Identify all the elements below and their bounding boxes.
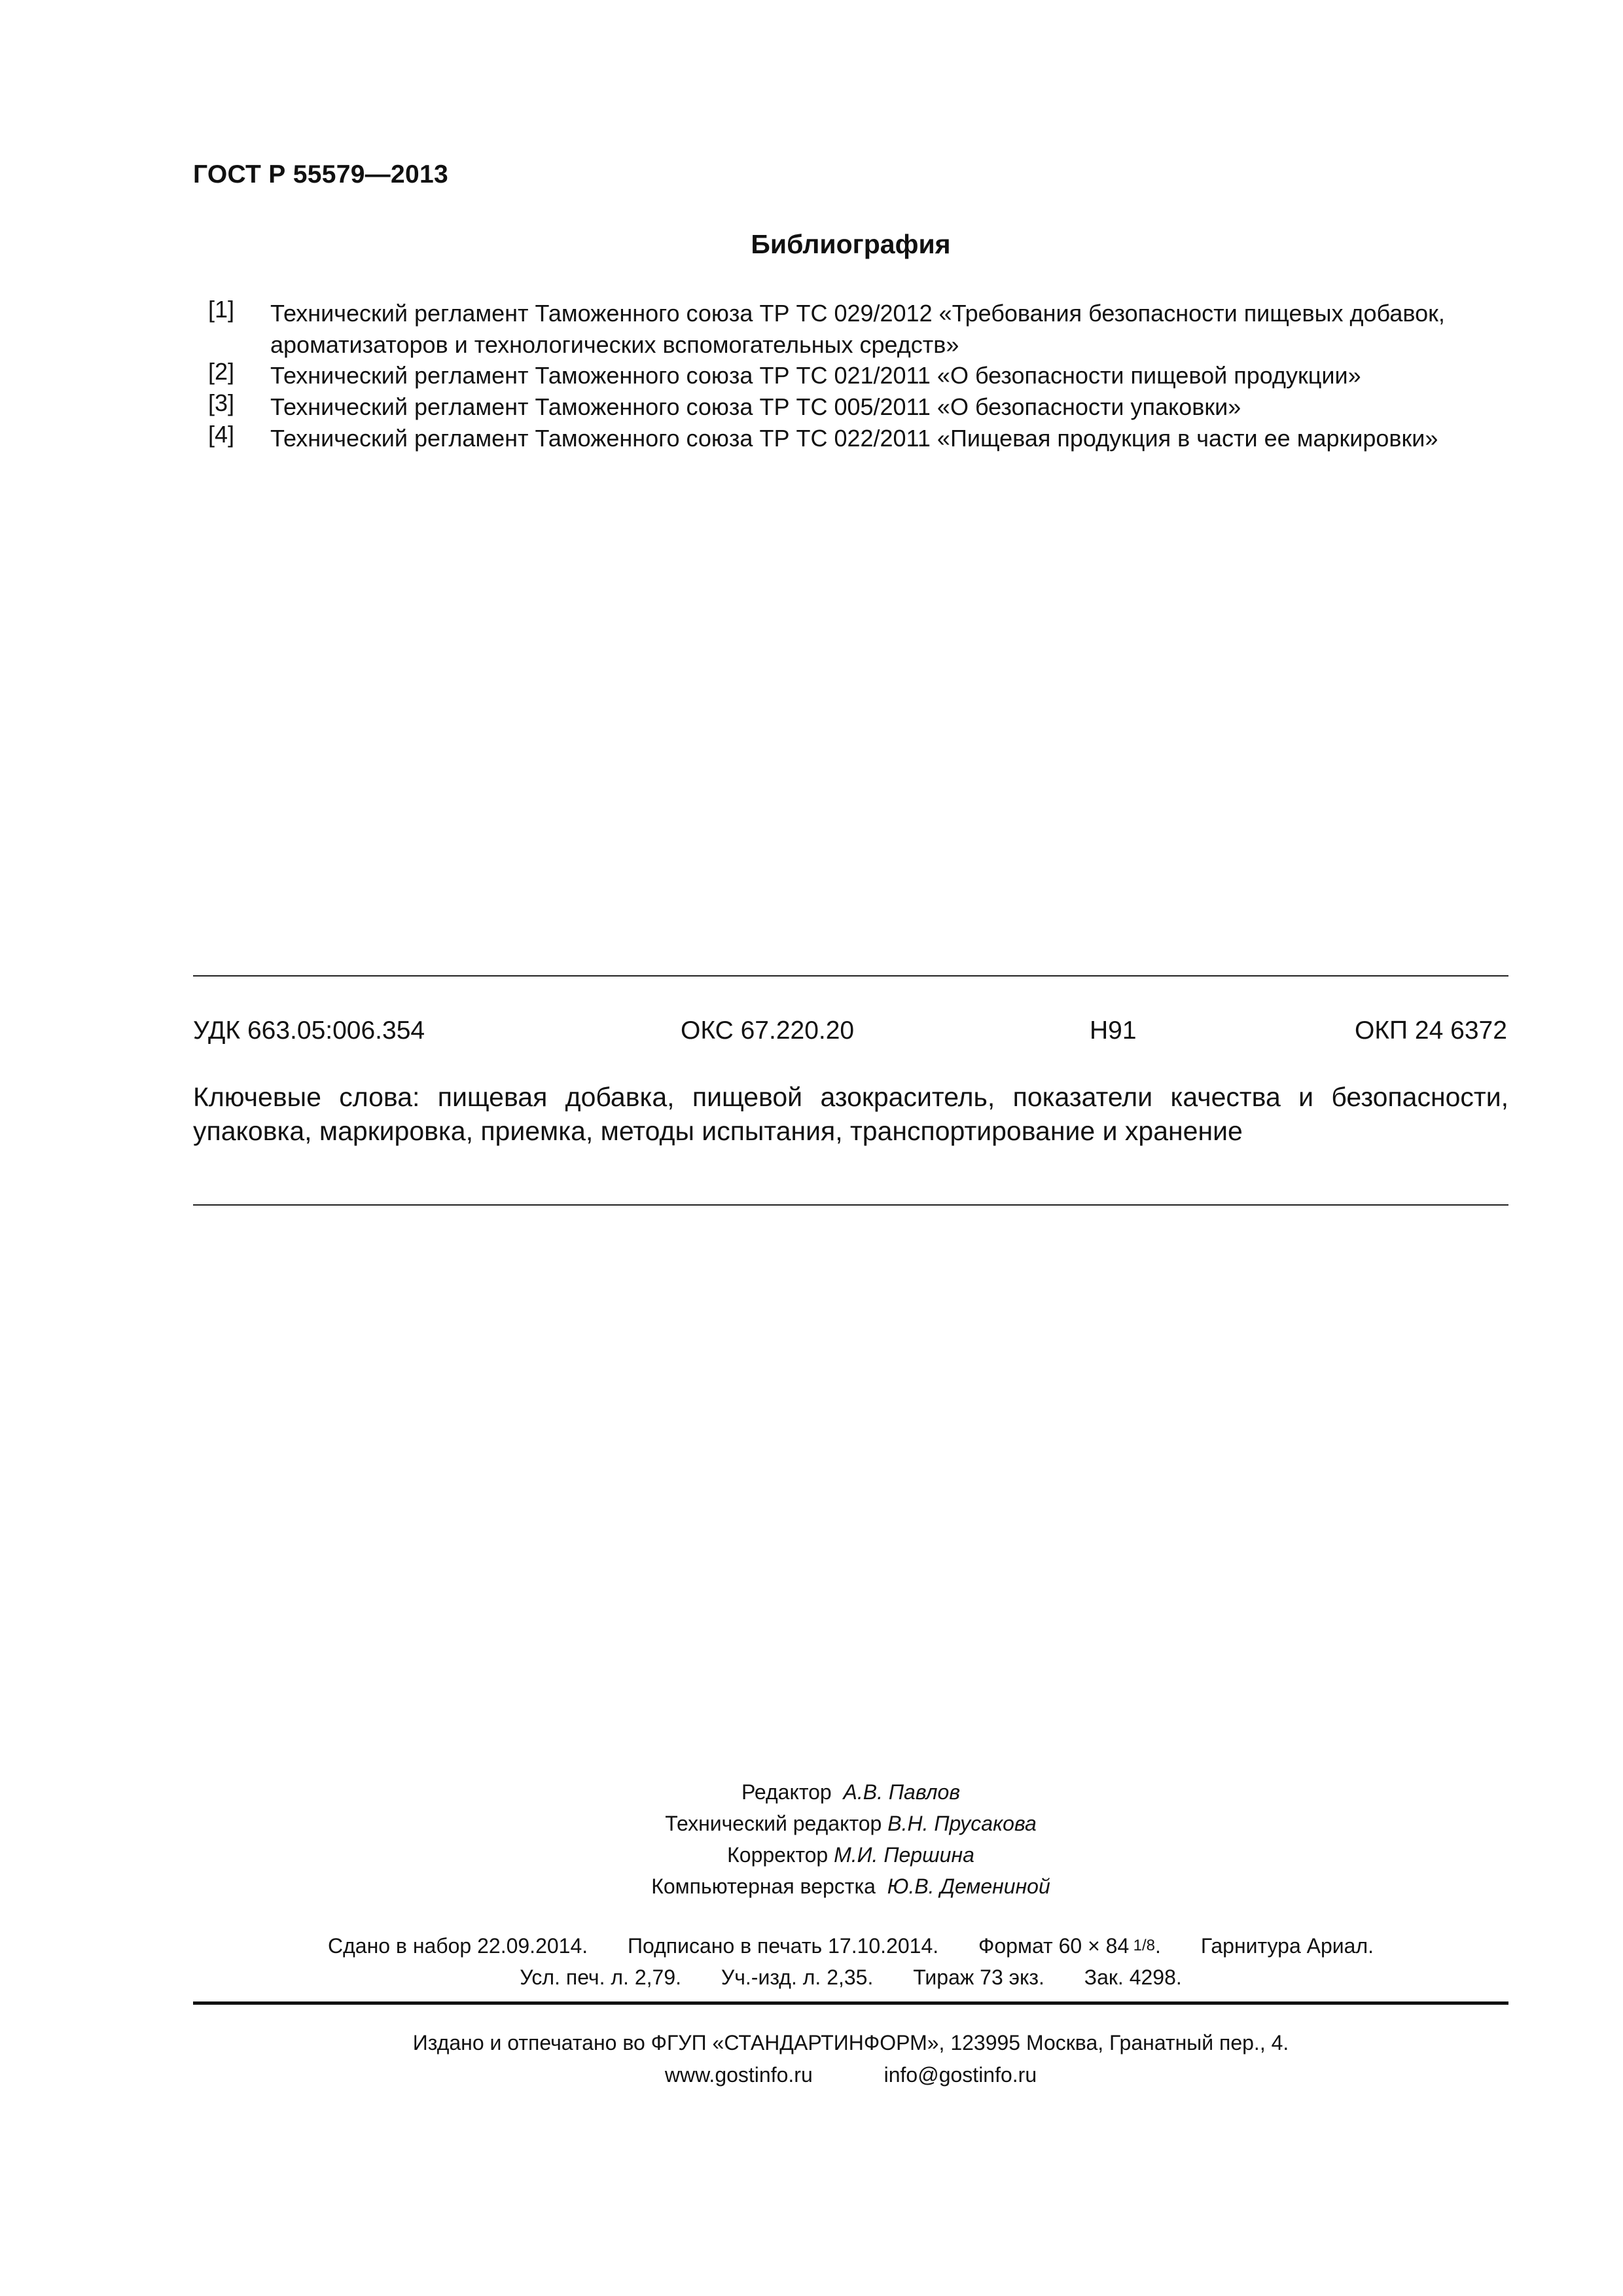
reference-text: Технический регламент Таможенного союза ТР ТС 022/2011 «Пищевая продукция в части ее маркировки» (270, 425, 1438, 452)
paper-format: Формат 60 × 84 1/8. (978, 1934, 1161, 1958)
reference-number: [4] (208, 421, 235, 448)
submitted-date: Сдано в набор 22.09.2014. (327, 1934, 588, 1958)
keywords: Ключевые слова: пищевая добавка, пищевой азокраситель, показатели качества и безопасности, упаковка, маркировка, приемка, методы испытания, транспортирование и хранение (193, 1082, 1508, 1146)
credit-label: Компьютерная верстка (651, 1874, 876, 1898)
bibliography-item (208, 360, 1524, 391)
credit-name: А.В. Павлов (843, 1780, 961, 1804)
format-fraction: 1/8 (1133, 1937, 1156, 1954)
credit-editor (0, 1780, 1623, 1804)
signed-date: Подписано в печать 17.10.2014. (628, 1934, 939, 1958)
credit-label: Редактор (741, 1780, 832, 1804)
divider-line-thick (193, 2001, 1508, 2005)
reference-text: Технический регламент Таможенного союза ТР ТС 021/2011 «О безопасности пищевой продукции» (270, 362, 1361, 389)
reference-number: [3] (208, 389, 235, 416)
divider-line (193, 1204, 1508, 1206)
publisher-contacts (0, 2063, 1623, 2087)
order-number: Зак. 4298. (1084, 1965, 1182, 1989)
website-link[interactable]: www.gostinfo.ru (664, 2063, 813, 2087)
reference-number: [2] (208, 358, 235, 385)
email-link[interactable]: info@gostinfo.ru (883, 2063, 1037, 2087)
reference-number: [1] (208, 296, 235, 323)
credit-name: В.Н. Прусакова (887, 1812, 1037, 1835)
bibliography-item (208, 391, 1524, 423)
credit-name: Ю.В. Демениной (887, 1874, 1050, 1898)
bibliography-title: Библиография (751, 229, 951, 259)
reference-text: Технический регламент Таможенного союза ТР ТС 029/2012 «Требования безопасности пищевых добавок, ароматизаторов и технологических вспомогательных средств» (270, 300, 1445, 358)
oks-code: ОКС 67.220.20 (681, 1016, 855, 1045)
bibliography-item (208, 298, 1524, 361)
bibliography-item (208, 423, 1524, 454)
credit-label: Корректор (727, 1843, 829, 1867)
print-run: Тираж 73 экз. (913, 1965, 1044, 1989)
classification-code: Н91 (1090, 1016, 1137, 1045)
credit-corrector (0, 1843, 1623, 1867)
reference-text: Технический регламент Таможенного союза ТР ТС 005/2011 «О безопасности упаковки» (270, 393, 1241, 420)
publisher-line: Издано и отпечатано во ФГУП «СТАНДАРТИНФОРМ», 123995 Москва, Гранатный пер., 4. (412, 2031, 1289, 2054)
udk-code: УДК 663.05:006.354 (193, 1016, 425, 1045)
document-header: ГОСТ Р 55579—2013 (193, 160, 448, 188)
okp-code: ОКП 24 6372 (1355, 1016, 1507, 1045)
credit-name: М.И. Першина (834, 1843, 974, 1867)
credit-label: Технический редактор (665, 1812, 882, 1835)
credit-layout (0, 1874, 1623, 1899)
credit-tech-editor (0, 1812, 1623, 1836)
print-sheets: Усл. печ. л. 2,79. (520, 1965, 681, 1989)
print-info-line-1 (0, 1934, 1623, 1958)
typeface: Гарнитура Ариал. (1200, 1934, 1374, 1958)
print-info-line-2 (0, 1965, 1623, 1990)
divider-line (193, 975, 1508, 977)
publisher-sheets: Уч.-изд. л. 2,35. (721, 1965, 874, 1989)
